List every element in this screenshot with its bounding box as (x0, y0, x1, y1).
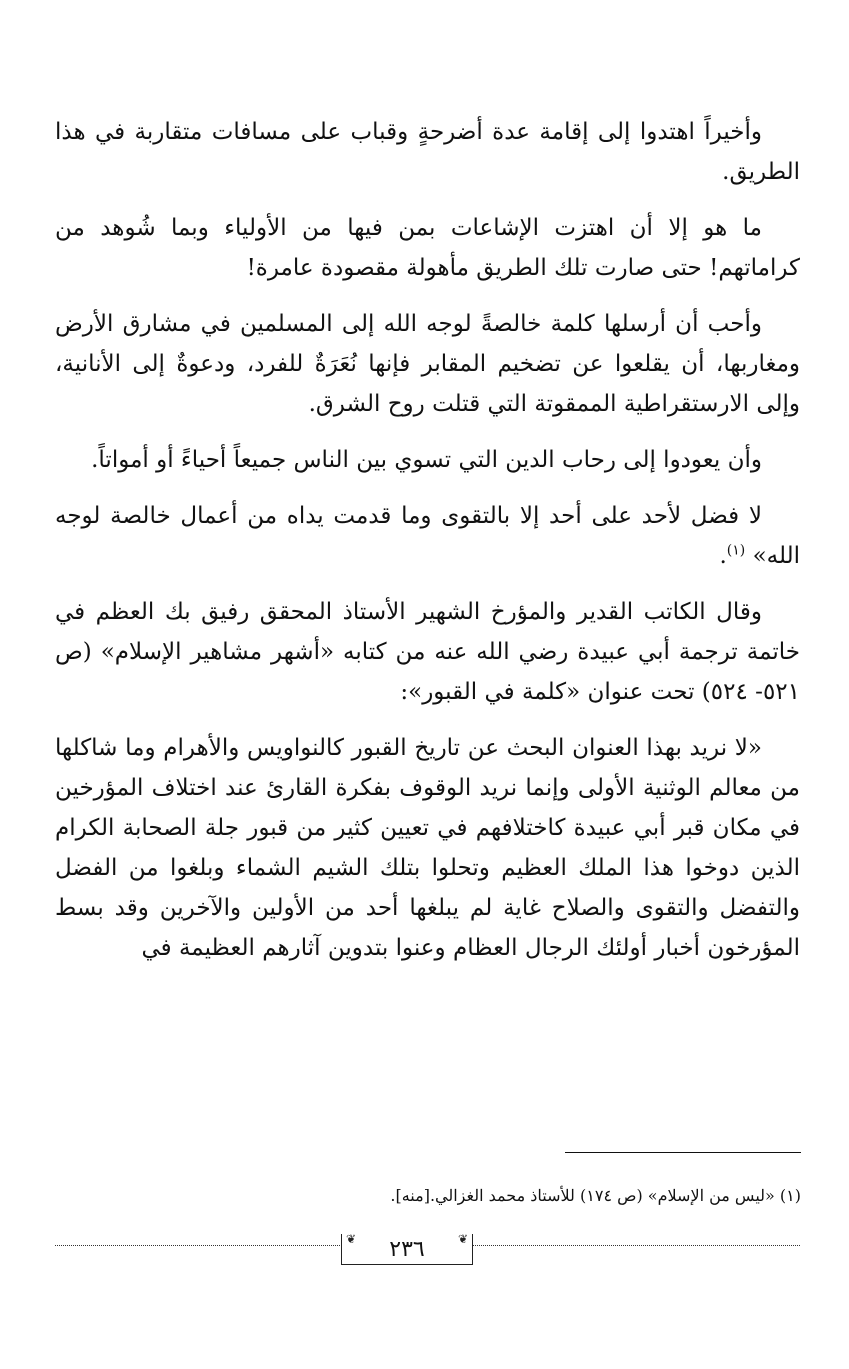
paragraph-5-end: . (719, 543, 727, 569)
paragraph-3: وأحب أن أرسلها كلمة خالصةً لوجه الله إلى المسلمين في مشارق الأرض ومغاربها، أن يقلعوا عن تضخيم المقابر فإنها نُعَرَةٌ للفرد، ودعوةٌ إلى الأنانية، وإلى الارستقراطية الممقوتة التي قتلت روح الشرق. (55, 311, 800, 417)
paragraph-2: ما هو إلا أن اهتزت الإشاعات بمن فيها من الأولياء وبما شُوهد من كراماتهم! حتى صارت تلك الطريق مأهولة مقصودة عامرة! (55, 215, 800, 281)
page-number-folio (55, 1234, 800, 1270)
page-number: ٢٣٦ (389, 1237, 425, 1262)
paragraph-4: وأن يعودوا إلى رحاب الدين التي تسوي بين الناس جميعاً أحياءً أو أمواتاً. (91, 447, 762, 473)
footnote-reference: (١) (726, 542, 746, 559)
footnote-divider (565, 1152, 801, 1153)
paragraph-5-text: لا فضل لأحد على أحد إلا بالتقوى وما قدمت يداه من أعمال خالصة لوجه الله» (55, 503, 800, 569)
ornament-icon: ❦ (457, 1232, 468, 1246)
paragraph-5-with-footnote (55, 496, 800, 576)
page-body (55, 112, 800, 968)
paragraph-7: «لا نريد بهذا العنوان البحث عن تاريخ القبور كالنواويس والأهرام وما شاكلها من معالم الوثنية الأولى وإنما نريد الوقوف بفكرة القارئ عند اختلاف المؤرخين في مكان قبر أبي عبيدة كاختلافهم في تعيين كثير من قبور جلة الصحابة الكرام الذين دوخوا هذا الملك العظيم وتحلوا بتلك الشيم الشماء وبلغوا من الفضل والتفضل والتقوى والصلاح غاية لم يبلغها أحد من الأولين والآخرين وقد بسط المؤرخون أخبار أولئك الرجال العظام وعنوا بتدوين آثارهم العظيمة في (55, 735, 800, 961)
ornament-icon: ❦ (346, 1232, 357, 1246)
paragraph-6: وقال الكاتب القدير والمؤرخ الشهير الأستاذ المحقق رفيق بك العظم في خاتمة ترجمة أبي عبيدة رضي الله عنه من كتابه «أشهر مشاهير الإسلام» (ص ٥٢١- ٥٢٤) تحت عنوان «كلمة في القبور»: (55, 599, 800, 705)
folio-frame (341, 1234, 473, 1265)
paragraph-1: وأخيراً اهتدوا إلى إقامة عدة أضرحةٍ وقباب على مسافات متقاربة في هذا الطريق. (55, 119, 800, 185)
footnote-text: (١) «ليس من الإسلام» (ص ١٧٤) للأستاذ محمد الغزالي.[منه]. (390, 1186, 801, 1205)
